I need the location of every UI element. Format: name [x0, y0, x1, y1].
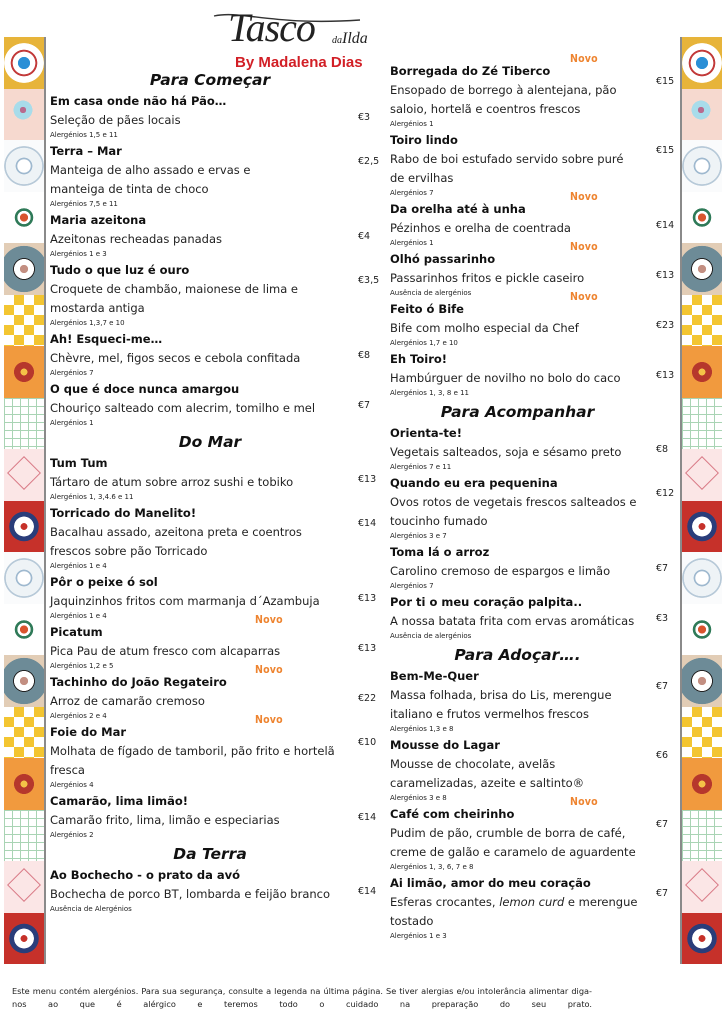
- price: €14: [358, 812, 377, 823]
- allergen-info: Alergénios 3 e 8: [390, 794, 447, 802]
- allergen-info: Alergénios 1: [50, 419, 94, 427]
- new-badge: Novo: [570, 241, 598, 253]
- allergen-info: Alergénios 1,2 e 5: [50, 662, 114, 670]
- price: €14: [358, 886, 377, 897]
- azulejo-tile: [682, 552, 722, 604]
- price: €7: [656, 819, 669, 830]
- price: €13: [358, 593, 377, 604]
- allergen-info: Alergénios 7 e 11: [390, 463, 452, 471]
- price: €22: [358, 693, 377, 704]
- azulejo-tile: [4, 89, 44, 141]
- price: €3,5: [358, 275, 380, 286]
- menu-item: [390, 474, 675, 541]
- right-tile-border: [680, 37, 722, 964]
- price: €7: [358, 400, 371, 411]
- allergen-info: Alergénios 3 e 7: [390, 532, 447, 540]
- dish-description: Rabo de boi estufado servido sobre puré: [390, 152, 624, 166]
- azulejo-tile: [4, 707, 44, 759]
- allergen-info: Alergénios 7,5 e 11: [50, 200, 118, 208]
- dish-description: de ervilhas: [390, 171, 454, 185]
- azulejo-tile: [4, 655, 44, 707]
- azulejo-tile: [682, 346, 722, 398]
- allergen-notice: Este menu contém alergénios. Para sua segurança, consulte a legenda na última página. Se tiver alergias e/ou intolerância alimentar diga-nos ao que é alérgico e teremos todo o cuidado na preparação do seu prato.: [12, 986, 592, 1009]
- azulejo-tile: [682, 140, 722, 192]
- dish-name: Eh Toiro!: [390, 352, 448, 366]
- dish-description: Pica Pau de atum fresco com alcaparras: [50, 644, 281, 658]
- dish-description: Pézinhos e orelha de coentrada: [390, 221, 571, 235]
- new-badge: Novo: [570, 53, 598, 65]
- menu-item: [390, 874, 669, 941]
- menu-item: [50, 261, 380, 328]
- dish-name: Foie do Mar: [50, 725, 127, 739]
- restaurant-logo: [208, 4, 398, 74]
- logo-subtitle: daIlda: [332, 30, 368, 47]
- azulejo-tile: [4, 346, 44, 398]
- dish-description: Jaquinzinhos fritos com marmanja d´Azambuja: [50, 594, 320, 608]
- section-title: Do Mar: [178, 433, 242, 451]
- allergen-info: Alergénios 1: [390, 239, 434, 247]
- dish-description: Seleção de pães locais: [50, 113, 181, 127]
- menu-item: [390, 241, 675, 298]
- dish-description: Hambúrguer de novilho no bolo do caco: [390, 371, 621, 385]
- dish-description: mostarda antiga: [50, 301, 145, 315]
- dish-name: Da orelha até à unha: [390, 202, 526, 216]
- price: €3: [358, 112, 371, 123]
- dish-description: Bife com molho especial da Chef: [390, 321, 579, 335]
- menu-item: [390, 736, 669, 803]
- azulejo-tile: [682, 295, 722, 347]
- dish-description: Chouriço salteado com alecrim, tomilho e mel: [50, 401, 316, 415]
- dish-description: toucinho fumado: [390, 514, 488, 528]
- dish-description: Esferas crocantes, lemon curd e merengue: [390, 895, 638, 909]
- price: €7: [656, 681, 669, 692]
- dish-name: Feito ó Bife: [390, 302, 464, 316]
- menu-item: [390, 53, 675, 129]
- allergen-info: Ausência de alergénios: [390, 289, 472, 297]
- azulejo-tile: [4, 140, 44, 192]
- dish-name: Olhó passarinho: [390, 252, 496, 266]
- allergen-info: Alergénios 1,7 e 10: [390, 339, 458, 347]
- dish-name: Picatum: [50, 625, 103, 639]
- left-menu-column: [50, 68, 380, 916]
- new-badge: Novo: [255, 614, 283, 626]
- menu-item: [390, 424, 669, 472]
- azulejo-tile: [4, 398, 44, 450]
- azulejo-tile: [682, 810, 722, 862]
- azulejo-tile: [4, 604, 44, 656]
- price: €13: [656, 370, 675, 381]
- dish-description: Camarão frito, lima, limão e especiarias: [50, 813, 280, 827]
- azulejo-tile: [4, 449, 44, 501]
- dish-name: Torricado do Manelito!: [50, 506, 197, 520]
- dish-name: Ao Bochecho - o prato da avó: [50, 868, 241, 882]
- dish-name: Terra – Mar: [50, 144, 122, 158]
- allergen-info: Alergénios 7: [390, 582, 434, 590]
- azulejo-tile: [682, 192, 722, 244]
- new-badge: Novo: [570, 191, 598, 203]
- price: €3: [656, 613, 669, 624]
- price: €6: [656, 750, 669, 761]
- azulejo-tile: [682, 243, 722, 295]
- allergen-info: Alergénios 7: [50, 369, 94, 377]
- dish-description: Pudim de pão, crumble de borra de café,: [390, 826, 626, 840]
- dish-name: Tachinho do João Regateiro: [50, 675, 227, 689]
- azulejo-tile: [4, 37, 44, 89]
- price: €13: [656, 270, 675, 281]
- allergen-info: Alergénios 7: [390, 189, 434, 197]
- dish-name: Maria azeitona: [50, 213, 147, 227]
- azulejo-tile: [4, 192, 44, 244]
- allergen-info: Alergénios 1,3 e 8: [390, 725, 454, 733]
- menu-item: [50, 866, 377, 914]
- azulejo-tile: [4, 552, 44, 604]
- azulejo-tile: [4, 758, 44, 810]
- dish-description: Bochecha de porco BT, lombarda e feijão branco: [50, 887, 331, 901]
- menu-item: [390, 543, 669, 591]
- new-badge: Novo: [255, 664, 283, 676]
- azulejo-tile: [682, 604, 722, 656]
- dish-description: italiano e frutos vermelhos frescos: [390, 707, 589, 721]
- dish-description: Mousse de chocolate, avelãs: [390, 757, 556, 771]
- allergen-info: Alergénios 1,3,7 e 10: [50, 319, 125, 327]
- azulejo-tile: [682, 758, 722, 810]
- menu-item: [50, 211, 371, 259]
- dish-name: O que é doce nunca amargou: [50, 382, 240, 396]
- azulejo-tile: [4, 913, 44, 965]
- azulejo-tile: [4, 501, 44, 553]
- right-menu-column: [390, 53, 675, 943]
- dish-description: Bacalhau assado, azeitona preta e coentros: [50, 525, 302, 539]
- dish-name: Toiro lindo: [390, 133, 458, 147]
- dish-description: Passarinhos fritos e pickle caseiro: [390, 271, 585, 285]
- price: €13: [358, 643, 377, 654]
- azulejo-tile: [4, 243, 44, 295]
- logo-byline: By Madalena Dias: [235, 54, 363, 71]
- menu-item: [390, 131, 675, 198]
- allergen-info: Alergénios 2 e 4: [50, 712, 107, 720]
- allergen-info: Alergénios 2: [50, 831, 94, 839]
- dish-description: Vegetais salteados, soja e sésamo preto: [390, 445, 622, 459]
- allergen-info: Alergénios 1 e 3: [50, 250, 107, 258]
- menu-item: [50, 504, 377, 571]
- dish-description: Azeitonas recheadas panadas: [50, 232, 223, 246]
- dish-description: Ovos rotos de vegetais frescos salteados e: [390, 495, 637, 509]
- dish-name: Bem-Me-Quer: [390, 669, 479, 683]
- dish-description: Ensopado de borrego à alentejana, pão: [390, 83, 617, 97]
- azulejo-tile: [682, 655, 722, 707]
- dish-description: manteiga de tinta de choco: [50, 182, 209, 196]
- dish-description: A nossa batata frita com ervas aromáticas: [390, 614, 635, 628]
- azulejo-tile: [4, 810, 44, 862]
- price: €10: [358, 737, 377, 748]
- price: €23: [656, 320, 675, 331]
- dish-name: Em casa onde não há Pão…: [50, 94, 227, 108]
- price: €13: [358, 474, 377, 485]
- section-title: Da Terra: [173, 845, 247, 863]
- dish-description: Massa folhada, brisa do Lis, merengue: [390, 688, 612, 702]
- dish-description: frescos sobre pão Torricado: [50, 544, 208, 558]
- menu-item: [50, 454, 377, 502]
- dish-name: Quando eu era pequenina: [390, 476, 558, 490]
- allergen-info: Alergénios 1, 3, 6, 7 e 8: [390, 863, 474, 871]
- dish-description: Manteiga de alho assado e ervas e: [50, 163, 251, 177]
- azulejo-tile: [682, 501, 722, 553]
- allergen-info: Alergénios 4: [50, 781, 94, 789]
- dish-description: Molhata de fígado de tamboril, pão frito e hortelã: [50, 744, 335, 758]
- azulejo-tile: [682, 449, 722, 501]
- dish-description: fresca: [50, 763, 85, 777]
- dish-name: Café com cheirinho: [390, 807, 515, 821]
- allergen-info: Alergénios 1, 3, 8 e 11: [390, 389, 470, 397]
- menu-item: [390, 593, 669, 641]
- new-badge: Novo: [570, 796, 598, 808]
- price: €8: [358, 350, 371, 361]
- menu-item: [50, 142, 380, 209]
- allergen-info: Alergénios 1 e 4: [50, 612, 107, 620]
- dish-description: creme de galão e caramelo de aguardente: [390, 845, 636, 859]
- dish-name: Camarão, lima limão!: [50, 794, 189, 808]
- logo-title: Tasco: [228, 5, 315, 50]
- section-title: Para Começar: [149, 71, 271, 89]
- dish-description: saloio, hortelã e coentros frescos: [390, 102, 581, 116]
- dish-name: Tudo o que luz é ouro: [50, 263, 190, 277]
- section-title: Para Acompanhar: [440, 403, 595, 421]
- azulejo-tile: [682, 707, 722, 759]
- dish-description: Chèvre, mel, figos secos e cebola confitada: [50, 351, 301, 365]
- azulejo-tile: [682, 913, 722, 965]
- allergen-info: Ausência de alergénios: [390, 632, 472, 640]
- menu-item: [390, 350, 675, 398]
- menu-item: [50, 92, 371, 140]
- price: €14: [656, 220, 675, 231]
- allergen-info: Alergénios 1,5 e 11: [50, 131, 118, 139]
- price: €15: [656, 145, 675, 156]
- price: €7: [656, 888, 669, 899]
- dish-name: Borregada do Zé Tiberco: [390, 64, 551, 78]
- price: €2,5: [358, 156, 380, 167]
- azulejo-tile: [4, 295, 44, 347]
- dish-description: Croquete de chambão, maionese de lima e: [50, 282, 298, 296]
- allergen-info: Alergénios 1 e 3: [390, 932, 447, 940]
- price: €14: [358, 518, 377, 529]
- dish-name: Ai limão, amor do meu coração: [390, 876, 591, 890]
- price: €12: [656, 488, 675, 499]
- price: €4: [358, 231, 371, 242]
- dish-name: Por ti o meu coração palpita..: [390, 595, 583, 609]
- dish-description: Tártaro de atum sobre arroz sushi e tobiko: [50, 475, 294, 489]
- menu-item: [390, 667, 669, 734]
- azulejo-tile: [682, 89, 722, 141]
- menu-item: [50, 792, 377, 840]
- allergen-info: Alergénios 1 e 4: [50, 562, 107, 570]
- new-badge: Novo: [255, 714, 283, 726]
- dish-name: Ah! Esqueci-me…: [50, 332, 163, 346]
- azulejo-tile: [682, 37, 722, 89]
- azulejo-tile: [682, 398, 722, 450]
- dish-name: Mousse do Lagar: [390, 738, 500, 752]
- dish-name: Toma lá o arroz: [390, 545, 490, 559]
- azulejo-tile: [4, 861, 44, 913]
- allergen-info: Ausência de Alergénios: [50, 905, 132, 913]
- menu-item: [50, 330, 371, 378]
- new-badge: Novo: [570, 291, 598, 303]
- allergen-info: Alergénios 1: [390, 120, 434, 128]
- dish-description: tostado: [390, 914, 434, 928]
- left-tile-border: [4, 37, 46, 964]
- price: €8: [656, 444, 669, 455]
- azulejo-tile: [682, 861, 722, 913]
- allergen-info: Alergénios 1, 3,4.6 e 11: [50, 493, 134, 501]
- menu-item: [50, 573, 377, 621]
- menu-item: [50, 380, 371, 428]
- dish-description: Arroz de camarão cremoso: [50, 694, 205, 708]
- dish-name: Orienta-te!: [390, 426, 462, 440]
- dish-name: Tum Tum: [50, 456, 108, 470]
- section-title: Para Adoçar….: [454, 646, 581, 664]
- dish-description: Carolino cremoso de espargos e limão: [390, 564, 611, 578]
- price: €15: [656, 76, 675, 87]
- price: €7: [656, 563, 669, 574]
- dish-description: caramelizadas, azeite e saltinto®: [390, 776, 585, 790]
- dish-name: Pôr o peixe ó sol: [50, 575, 158, 589]
